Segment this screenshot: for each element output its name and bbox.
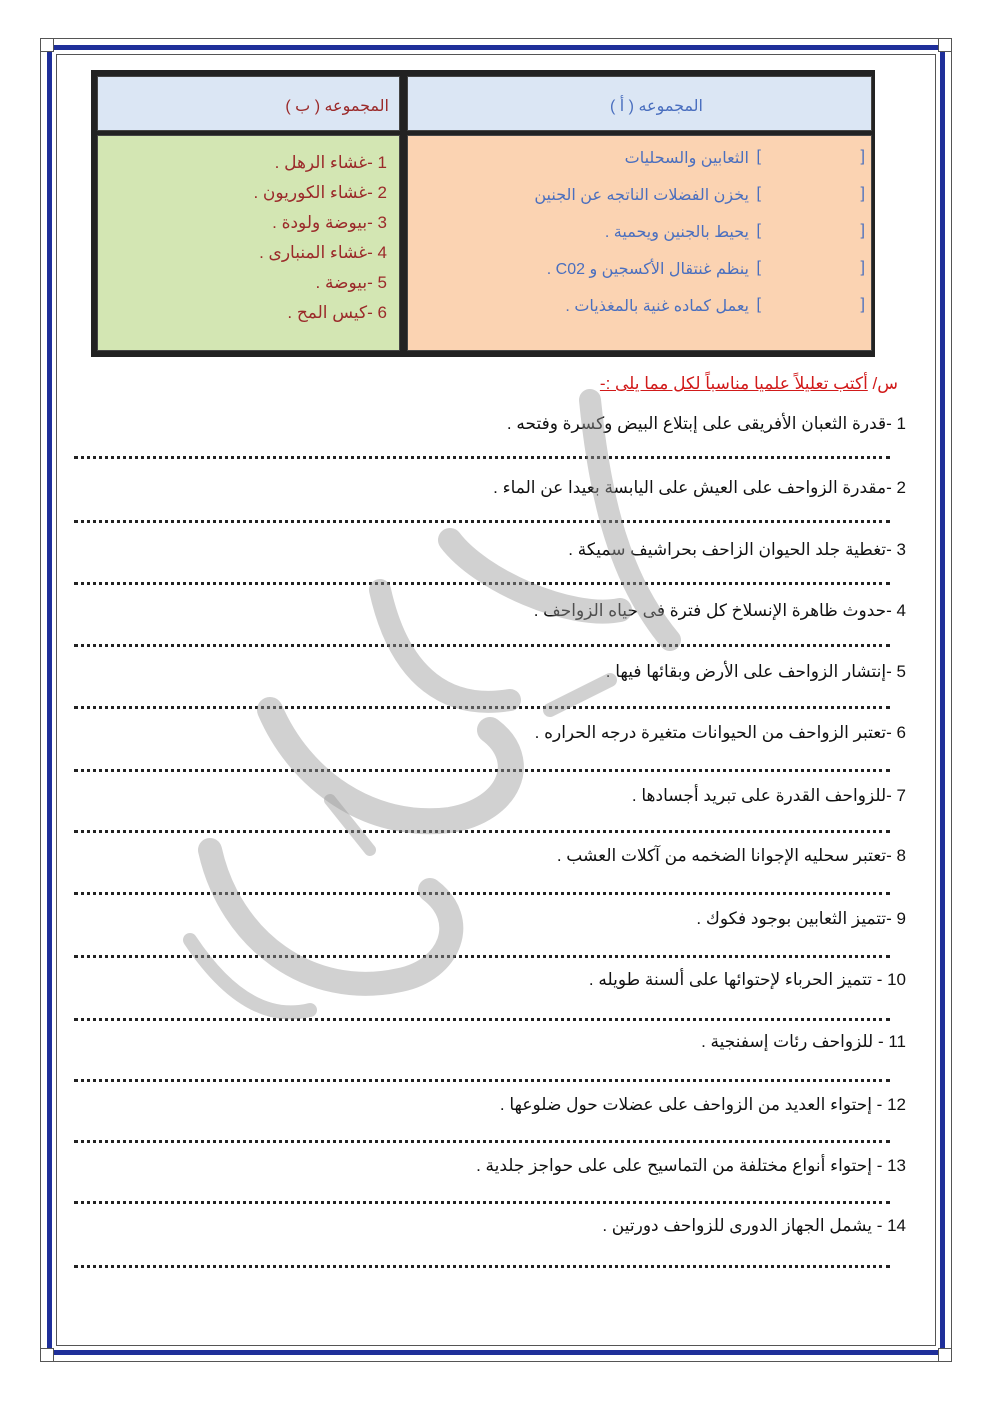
corner-ornament <box>40 1348 54 1362</box>
answer-line[interactable] <box>74 1197 890 1204</box>
question-item: 11 - للزواحف رئات إسفنجية . <box>701 1032 906 1051</box>
group-b-item: 6 -كيس المح . <box>287 303 387 322</box>
question-item: 14 - يشمل الجهاز الدورى للزواحف دورتين . <box>602 1216 906 1235</box>
question-item: 9 -تتميز الثعابين بوجود فكوك . <box>696 909 906 928</box>
group-b-item: 5 -بيوضة . <box>315 273 387 292</box>
question-item: 12 - إحتواء العديد من الزواحف على عضلات حول ضلوعها . <box>499 1095 906 1114</box>
question-item: 3 -تغطية جلد الحيوان الزاحف بحراشيف سميكة . <box>568 540 906 559</box>
group-b-item: 4 -غشاء المنبارى . <box>259 243 387 262</box>
answer-line[interactable] <box>74 452 890 459</box>
matching-table <box>91 70 875 357</box>
answer-line[interactable] <box>74 1261 890 1268</box>
answer-line[interactable] <box>74 1136 890 1143</box>
corner-ornament <box>40 38 54 52</box>
group-b-header <box>97 76 400 131</box>
answer-line[interactable] <box>74 702 890 709</box>
question-item: 7 -للزواحف القدرة على تبريد أجسادها . <box>631 786 906 805</box>
group-a-item: [ ] يخزن الفضلات الناتجه عن الجنين <box>534 185 865 204</box>
group-b-item: 2 -غشاء الكوريون . <box>253 183 387 202</box>
group-a-item: [ ] ينظم غنتقال الأكسجين و C02 . <box>546 259 865 278</box>
corner-ornament <box>938 1348 952 1362</box>
answer-line[interactable] <box>74 951 890 958</box>
answer-line[interactable] <box>74 1014 890 1021</box>
group-b-header-text: المجموعه ( ب ) <box>285 98 389 115</box>
answer-line[interactable] <box>74 516 890 523</box>
question-heading <box>600 374 898 394</box>
question-item: 13 - إحتواء أنواع مختلفة من التماسيح على على حواجز جلدية . <box>476 1156 906 1175</box>
question-heading-text: أكتب تعليلاً علميا مناسباً لكل مما يلى :- <box>599 374 868 393</box>
group-a-header-text: المجموعه ( أ ) <box>610 98 703 115</box>
answer-line[interactable] <box>74 578 890 585</box>
question-item: 10 - تتميز الحرباء لإحتوائها على ألسنة طويله . <box>588 970 906 989</box>
group-b-item: 1 -غشاء الرهل . <box>274 153 387 172</box>
group-b-list <box>253 148 387 328</box>
answer-line[interactable] <box>74 888 890 895</box>
answer-line[interactable] <box>74 640 890 647</box>
question-item: 2 -مقدرة الزواحف على العيش على اليابسة بعيدا عن الماء . <box>493 478 906 497</box>
group-a-item: [ ] يعمل كماده غنية بالمغذيات . <box>565 296 865 315</box>
corner-ornament <box>938 38 952 52</box>
answer-line[interactable] <box>74 826 890 833</box>
question-item: 8 -تعتبر سحليه الإجوانا الضخمه من آكلات العشب . <box>556 846 906 865</box>
group-b-column <box>97 135 400 351</box>
group-a-item: [ ] الثعابين والسحليات <box>624 148 865 167</box>
question-item: 4 -حدوث ظاهرة الإنسلاخ كل فترة فى حياه الزواحف . <box>533 601 906 620</box>
answer-line[interactable] <box>74 765 890 772</box>
answer-line[interactable] <box>74 1075 890 1082</box>
question-item: 1 -قدرة الثعبان الأفريقى على إبتلاع البيض وكسرة وفتحه . <box>506 414 906 433</box>
question-item: 6 -تعتبر الزواحف من الحيوانات متغيرة درجه الحراره . <box>534 723 906 742</box>
question-prefix: س/ <box>867 374 898 393</box>
group-b-item: 3 -بيوضة ولودة . <box>272 213 387 232</box>
group-a-header <box>407 76 872 131</box>
question-item: 5 -إنتشار الزواحف على الأرض وبقائها فيها . <box>605 662 906 681</box>
group-a-item: [ ] يحيط بالجنين ويحمية . <box>604 222 865 241</box>
group-a-column <box>407 135 872 351</box>
